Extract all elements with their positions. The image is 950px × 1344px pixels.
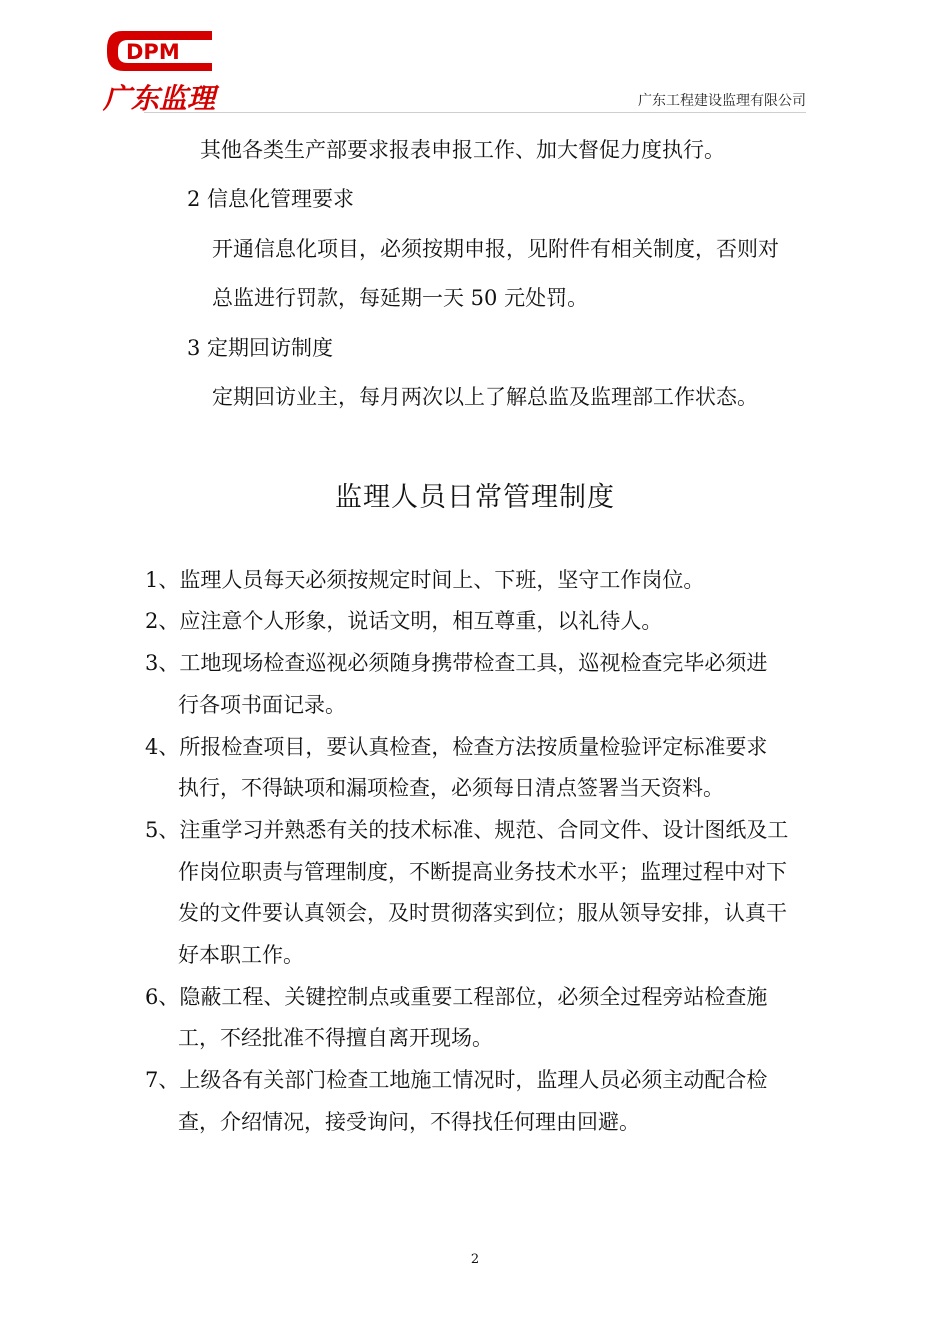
page-number: 2 bbox=[470, 1252, 480, 1267]
rule-item: 3、工地现场检查巡视必须随身携带检查工具，巡视检查完毕必须进 bbox=[145, 651, 768, 675]
svg-text:广东监理: 广东监理 bbox=[103, 82, 216, 115]
rule-item: 2、应注意个人形象，说话文明，相互尊重，以礼待人。 bbox=[145, 609, 663, 633]
section-text: 总监进行罚款，每延期一天 50 元处罚。 bbox=[212, 286, 589, 310]
rule-continuation: 查，介绍情况，接受询问，不得找任何理由回避。 bbox=[178, 1110, 640, 1134]
company-name: 广东工程建设监理有限公司 bbox=[638, 93, 806, 109]
rule-item: 4、所报检查项目，要认真检查，检查方法按质量检验评定标准要求 bbox=[145, 735, 768, 759]
rule-continuation: 工，不经批准不得擅自离开现场。 bbox=[178, 1026, 493, 1050]
rule-continuation: 执行，不得缺项和漏项检查，必须每日清点签署当天资料。 bbox=[178, 776, 724, 800]
header-divider bbox=[144, 112, 806, 113]
rule-continuation: 行各项书面记录。 bbox=[178, 693, 346, 717]
rule-item: 1、监理人员每天必须按规定时间上、下班，坚守工作岗位。 bbox=[145, 568, 705, 592]
rule-continuation: 发的文件要认真领会，及时贯彻落实到位；服从领导安排，认真干 bbox=[178, 901, 787, 925]
intro-tail: 其他各类生产部要求报表申报工作、加大督促力度执行。 bbox=[200, 138, 725, 162]
svg-text:DPM: DPM bbox=[126, 40, 180, 64]
section-heading-visit: 3 定期回访制度 bbox=[187, 336, 334, 360]
logo-mark bbox=[100, 26, 227, 116]
company-logo bbox=[100, 26, 227, 116]
rule-continuation: 好本职工作。 bbox=[178, 943, 304, 967]
rule-item: 6、隐蔽工程、关键控制点或重要工程部位，必须全过程旁站检查施 bbox=[145, 985, 768, 1009]
section-text: 定期回访业主，每月两次以上了解总监及监理部工作状态。 bbox=[212, 385, 758, 409]
rule-continuation: 作岗位职责与管理制度，不断提高业务技术水平；监理过程中对下 bbox=[178, 860, 787, 884]
rule-item: 7、上级各有关部门检查工地施工情况时，监理人员必须主动配合检 bbox=[145, 1068, 768, 1092]
section-heading-info: 2 信息化管理要求 bbox=[187, 187, 355, 211]
page-title: 监理人员日常管理制度 bbox=[335, 482, 615, 513]
section-text: 开通信息化项目，必须按期申报，见附件有相关制度，否则对 bbox=[212, 237, 779, 261]
rule-item: 5、注重学习并熟悉有关的技术标准、规范、合同文件、设计图纸及工 bbox=[145, 818, 789, 842]
